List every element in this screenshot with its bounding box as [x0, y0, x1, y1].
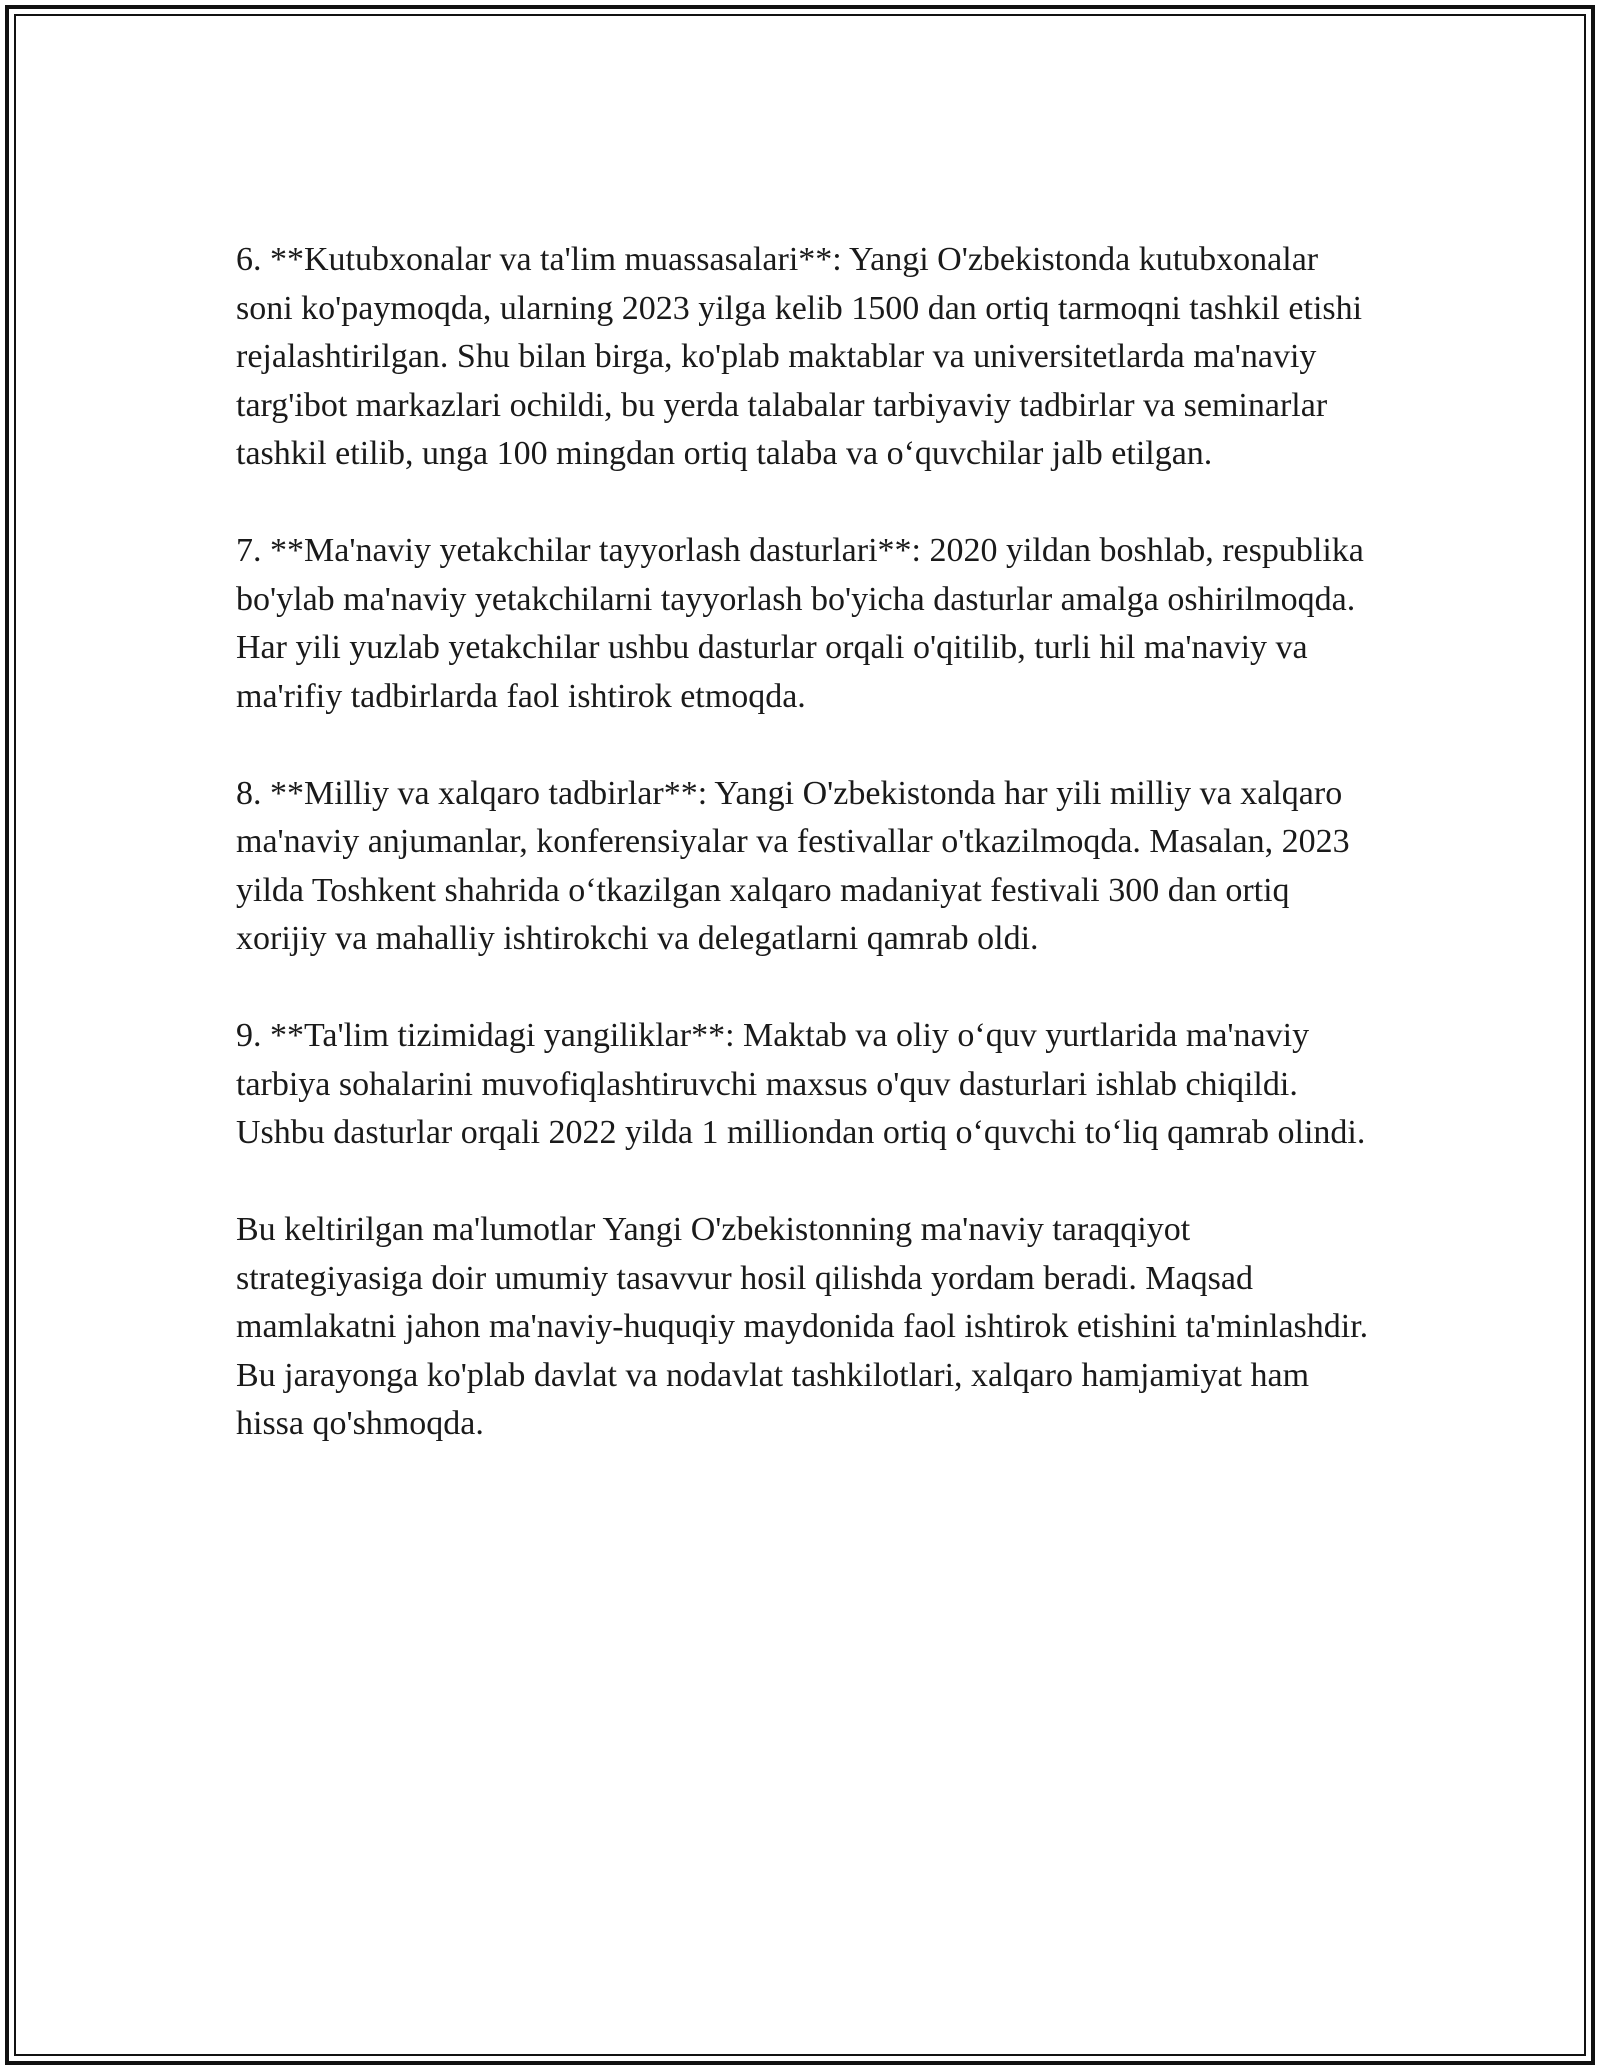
paragraph-leadership-programs: 7. **Ma'naviy yetakchilar tayyorlash dasturlari**: 2020 yildan boshlab, respublika bo'ylab ma'naviy yetakchilarni tayyorlash bo'yicha dasturlar amalga oshirilmoqda. Har yili yuzlab yetakchilar ushbu dasturlar orqali o'qitilib, turli hil ma'naviy va ma'rifiy tadbirlarda faol ishtirok etmoqda. — [236, 532, 1364, 715]
paragraph-education-news: 9. **Ta'lim tizimidagi yangiliklar**: Maktab va oliy o‘quv yurtlarida ma'naviy tarbiya sohalarini muvofiqlashtiruvchi maxsus o'quv dasturlari ishlab chiqildi. Ushbu dasturlar orqali 2022 yilda 1 milliondan ortiq o‘quvchi to‘liq qamrab olindi. — [236, 1017, 1366, 1151]
paragraph-conclusion: Bu keltirilgan ma'lumotlar Yangi O'zbekistonning ma'naviy taraqqiyot strategiyasiga doir umumiy tasavvur hosil qilishda yordam beradi. Maqsad mamlakatni jahon ma'naviy-huquqiy maydonida faol ishtirok etishini ta'minlashdir. Bu jarayonga ko'plab davlat va nodavlat tashkilotlari, xalqaro hamjamiyat ham hissa qo'shmoqda. — [236, 1211, 1369, 1442]
document-body — [236, 236, 1376, 1497]
paragraph-libraries: 6. **Kutubxonalar va ta'lim muassasalari**: Yangi O'zbekistonda kutubxonalar soni ko'paymoqda, ularning 2023 yilga kelib 1500 dan ortiq tarmoqni tashkil etishi rejalashtirilgan. Shu bilan birga, ko'plab maktablar va universitetlarda ma'naviy targ'ibot markazlari ochildi, bu yerda talabalar tarbiyaviy tadbirlar va seminarlar tashkil etilib, unga 100 mingdan ortiq talaba va o‘quvchilar jalb etilgan. — [236, 241, 1363, 472]
paragraph-events: 8. **Milliy va xalqaro tadbirlar**: Yangi O'zbekistonda har yili milliy va xalqaro ma'naviy anjumanlar, konferensiyalar va festivallar o'tkazilmoqda. Masalan, 2023 yilda Toshkent shahrida o‘tkazilgan xalqaro madaniyat festivali 300 dan ortiq xorijiy va mahalliy ishtirokchi va delegatlarni qamrab oldi. — [236, 774, 1350, 957]
